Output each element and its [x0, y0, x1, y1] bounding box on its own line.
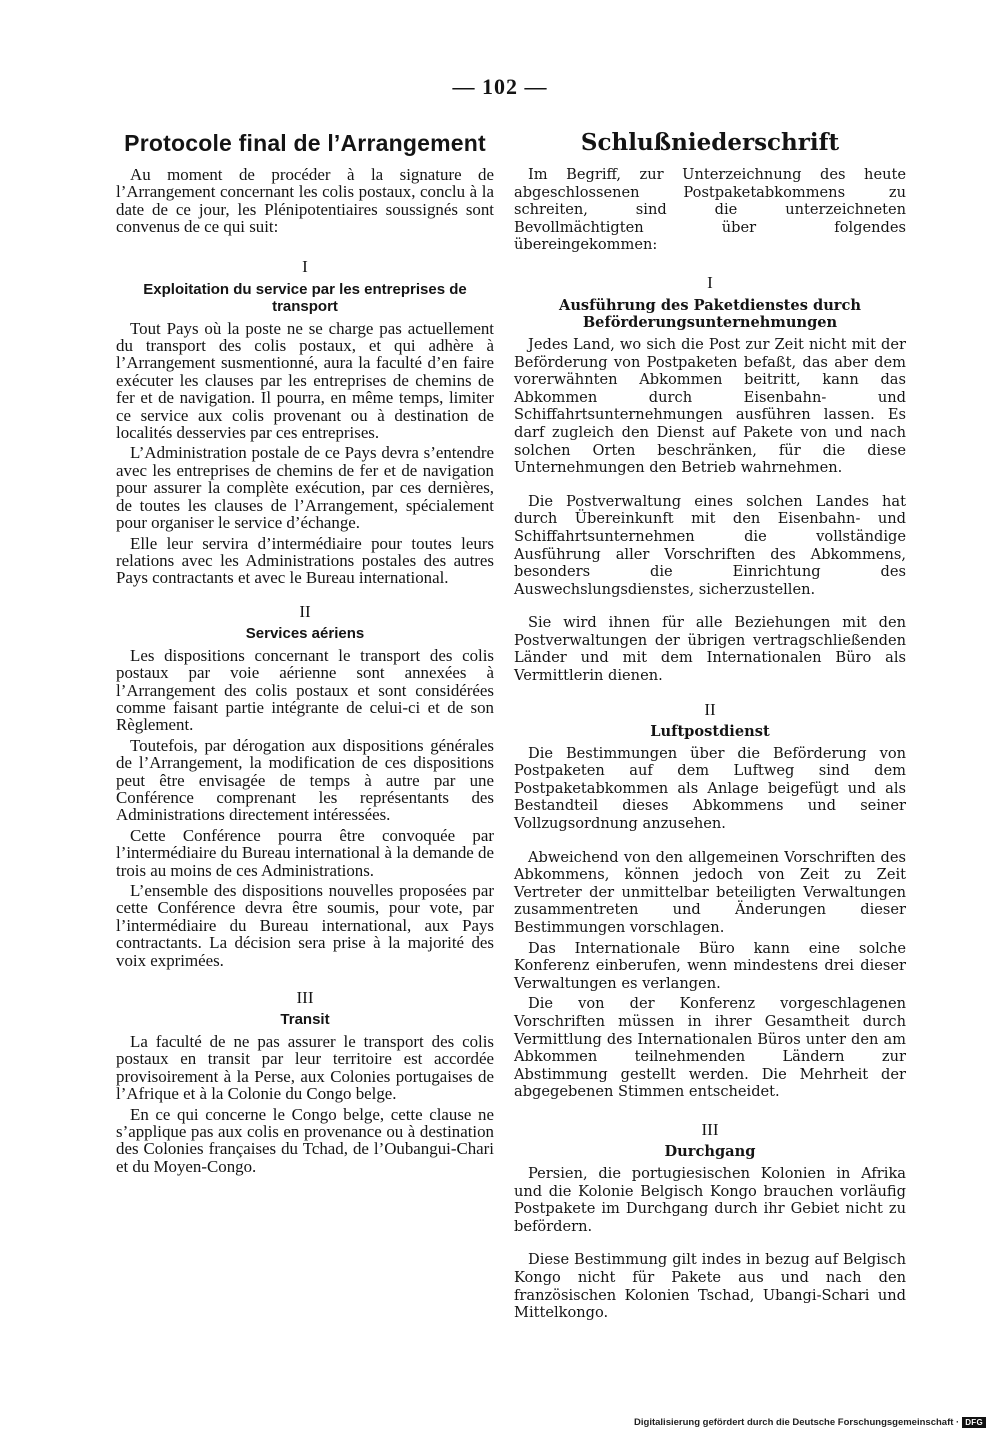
- german-column: [514, 128, 906, 1322]
- german-section-2-heading: Luftpostdienst: [650, 722, 770, 740]
- german-section-1-paragraph: Jedes Land, wo sich die Post zur Zeit nicht mit der Beförderung von Postpaketen befaßt, das aber dem vorerwähnten Abkommen beitritt, kann das Abkommen durch Eisenbahn- und Schiffahrtsunternehmungen ausführen lassen. Es darf zugleich den Dienst auf Pakete von und nach solchen Orten beschränken, für die diese Unternehmungen den Betrieb wahrnehmen.: [514, 335, 906, 477]
- german-intro: Im Begriff, zur Unterzeichnung des heute abgeschlossenen Postpaketabkommens zu schreiten, sind die unterzeichneten Bevollmächtigten über folgendes übereingekommen:: [514, 166, 906, 254]
- german-section-3-paragraph: Diese Bestimmung gilt indes in bezug auf Belgisch Kongo nicht für Pakete aus und nach den französischen Kolonien Tschad, Ubangi-Schari und Mittelkongo.: [514, 1251, 906, 1322]
- french-intro: Au moment de procéder à la signature de l’Arrangement concernant les colis postaux, conclu à la date de ce jour, les Plénipotentiaires soussignés sont convenus de ce qui suit:: [116, 165, 494, 237]
- french-section-2-heading: Services aériens: [245, 624, 365, 642]
- german-section-2-number: II: [704, 699, 716, 719]
- german-section-2-paragraph: Das Internationale Büro kann eine solche Konferenz einberufen, wenn mindestens drei dieser Verwaltungen es verlangen.: [514, 939, 906, 992]
- french-section-2-paragraph: Cette Conférence pourra être convoquée par l’intermédiaire du Bureau international à la demande de trois au moins de ces Administrations.: [116, 825, 494, 880]
- german-section-1-heading: Ausführung des Paketdienstes durch Beförderungsunternehmungen: [559, 296, 861, 331]
- french-section-2-number: II: [299, 601, 311, 621]
- german-title: Schlußniederschrift: [580, 129, 840, 156]
- german-section-3-number: III: [701, 1119, 719, 1139]
- french-section-3-heading: Transit: [280, 1011, 330, 1029]
- french-section-2-paragraph: Les dispositions concernant le transport des colis postaux par voie aérienne sont annexées à l’Arrangement des colis postaux et sont considérées comme faisant partie intégrante de celui-ci et de son Règlement.: [116, 645, 494, 735]
- german-section-3-paragraph: Persien, die portugiesischen Kolonien in Afrika und die Kolonie Belgisch Kongo brauchen vorläufig Postpakete im Durchgang durch ihr Gebiet nicht zu befördern.: [514, 1164, 906, 1235]
- digitization-footer: [634, 1417, 986, 1428]
- dfg-logo: DFG: [962, 1417, 986, 1428]
- french-column: [116, 128, 494, 1175]
- french-section-1-heading: Exploitation du service par les entreprises de transport: [143, 280, 467, 315]
- french-section-2-paragraph: Toutefois, par dérogation aux dispositions générales de l’Arrangement, la modification de ces dispositions peut être envisagée de temps à autre par une Conférence comprenant les représentants des Administrations directement intéressées.: [116, 735, 494, 825]
- footer-text: Digitalisierung gefördert durch die Deutsche Forschungsgemeinschaft ·: [634, 1417, 960, 1428]
- french-section-1-paragraph: Tout Pays où la poste ne se charge pas actuellement du transport des colis postaux, et qui adhère à l’Arrangement susmentionné, aura la faculté d’en faire exécuter les clauses par les entreprises de chemins de fer et de navigation. Il pourra, en même temps, limiter ce service aux colis provenant ou à destination de localités desservies par ces entreprises.: [116, 318, 494, 443]
- french-title: Protocole final de l’Arrangement: [124, 130, 486, 156]
- german-section-1-paragraph: Die Postverwaltung eines solchen Landes hat durch Übereinkunft mit den Eisenbahn- und Schiffahrtsunternehmen die vollständige Ausführung aller Vorschriften des Abkommens, besonders die Einrichtung des Auswechslungsdienstes, sicherzustellen.: [514, 492, 906, 598]
- german-section-2-paragraph: Die Bestimmungen über die Beförderung von Postpaketen auf dem Luftweg sind dem Postpaketabkommen als Anlage beigefügt und als Bestandteil dieses Abkommens und seiner Vollzugsordnung anzusehen.: [514, 744, 906, 833]
- german-section-2-paragraph: Die von der Konferenz vorgeschlagenen Vorschriften müssen in ihrer Gesamtheit durch Vermittlung des Internationalen Büros unter den am Abkommen teilnehmenden Ländern zur Abstimmung gestellt werden. Die Mehrheit der abgegebenen Stimmen entscheidet.: [514, 995, 906, 1101]
- french-section-3-paragraph: La faculté de ne pas assurer le transport des colis postaux en transit par leur territoire est accordée provisoirement à la Perse, aux Colonies portugaises de l’Afrique et à la Colonie du Congo belge.: [116, 1032, 494, 1104]
- french-section-3-number: III: [296, 988, 314, 1008]
- french-section-1-number: I: [302, 256, 308, 276]
- german-section-2-paragraph: Abweichend von den allgemeinen Vorschriften des Abkommens, können jedoch von Zeit zu Zeit Vertreter der unmittelbar beteiligten Verwaltungen zusammentreten und Änderungen dieser Bestimmungen vorschlagen.: [514, 848, 906, 936]
- french-section-1-paragraph: Elle leur servira d’intermédiaire pour toutes leurs relations avec les Administrations postales des autres Pays contractants et avec le Bureau international.: [116, 533, 494, 588]
- french-section-2-paragraph: L’ensemble des dispositions nouvelles proposées par cette Conférence devra être soumis, pour vote, par l’intermédiaire du Bureau international, aux Pays contractants. La décision sera prise à la majorité des voix exprimées.: [116, 881, 494, 970]
- german-section-3-heading: Durchgang: [664, 1142, 756, 1160]
- french-section-3-paragraph: En ce qui concerne le Congo belge, cette clause ne s’applique pas aux colis en provenance ou à destination des Colonies françaises du Tchad, de l’Oubangui-Chari et du Moyen-Congo.: [116, 1104, 494, 1176]
- german-section-1-number: I: [707, 272, 713, 292]
- german-section-1-paragraph: Sie wird ihnen für alle Beziehungen mit den Postverwaltungen der übrigen vertragschließenden Länder und mit dem Internationalen Büro als Vermittlerin dienen.: [514, 614, 906, 685]
- french-section-1-paragraph: L’Administration postale de ce Pays devra s’entendre avec les entreprises de chemins de fer et de navigation pour assurer la complète exécution, par ces dernières, de toutes les clauses de l’Arrangement, spécialement pour organiser le service d’échange.: [116, 443, 494, 533]
- page-number: — 102 —: [452, 74, 548, 99]
